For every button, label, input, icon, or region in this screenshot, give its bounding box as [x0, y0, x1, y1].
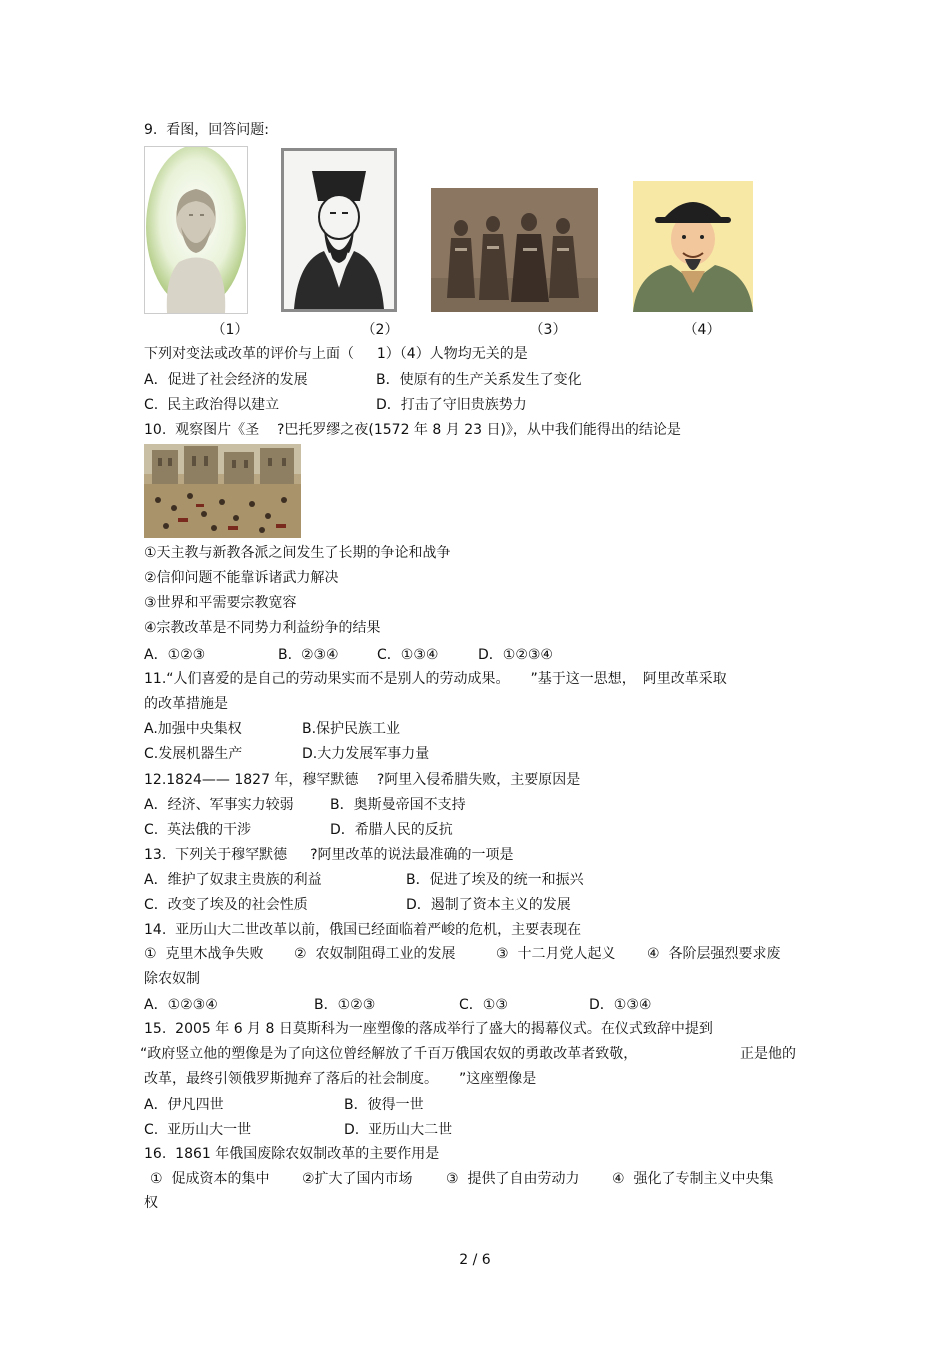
q13-option-c: C．改变了埃及的社会性质: [144, 897, 308, 913]
q11-option-a: A.加强中央集权: [144, 721, 242, 737]
q10-option-c: C．①③④: [377, 647, 439, 663]
caption-3: （3）: [529, 322, 567, 338]
q15-line-1: 15. 2005 年 6 月 8 日莫斯科为一座塑像的落成举行了盛大的揭幕仪式。在仪式致辞中提到: [144, 1021, 713, 1037]
q15-option-b: B．彼得一世: [344, 1097, 424, 1113]
q12-option-b: B．奥斯曼帝国不支持: [330, 797, 466, 813]
q15-option-a: A．伊凡四世: [144, 1097, 224, 1113]
q11-line-2: 的改革措施是: [144, 696, 228, 712]
massacre-painting: [144, 444, 301, 538]
q13-option-a: A．维护了奴隶主贵族的利益: [144, 872, 322, 888]
q14-option-a: A．①②③④: [144, 997, 218, 1013]
portrait-2-ink: [281, 148, 397, 312]
q10-item-1: ①天主教与新教各派之间发生了长期的争论和战争: [144, 545, 451, 561]
q9-title: 9. 看图，回答问题:: [144, 122, 269, 138]
q13-title: 13. 下列关于穆罕默德 ?阿里改革的说法最准确的一项是: [144, 847, 514, 863]
q14-item-4: ④ 各阶层强烈要求废: [647, 946, 781, 962]
q16-item-wrap: 权: [144, 1195, 158, 1211]
q11-option-d: D.大力发展军事力量: [302, 746, 430, 762]
q12-option-d: D．希腊人民的反抗: [330, 822, 453, 838]
q14-item-2: ② 农奴制阻碍工业的发展: [294, 946, 456, 962]
q12-title: 12.1824—— 1827 年，穆罕默德 ?阿里入侵希腊失败，主要原因是: [144, 772, 581, 788]
q15-option-c: C. 亚历山大一世: [144, 1122, 252, 1138]
portrait-4-official: [633, 181, 753, 312]
q14-item-wrap: 除农奴制: [144, 971, 200, 987]
q16-item-4: ④ 强化了专制主义中央集: [612, 1171, 774, 1187]
q14-option-c: C．①③: [459, 997, 508, 1013]
caption-2: （2）: [361, 322, 399, 338]
q10-option-a: A．①②③: [144, 647, 206, 663]
q14-item-1: ① 克里木战争失败: [144, 946, 264, 962]
q13-option-d: D．遏制了资本主义的发展: [406, 897, 571, 913]
mural-painting: [431, 188, 598, 312]
q15-line-2b: 正是他的: [740, 1046, 796, 1062]
caption-1: （1）: [211, 322, 249, 338]
q14-title: 14. 亚历山大二世改革以前，俄国已经面临着严峻的危机，主要表现在: [144, 922, 582, 938]
q16-item-2: ②扩大了国内市场: [302, 1171, 413, 1187]
caption-4: （4）: [683, 322, 721, 338]
q11-option-c: C.发展机器生产: [144, 746, 243, 762]
q10-item-2: ②信仰问题不能靠诉诸武力解决: [144, 570, 339, 586]
portrait-1-bust: [144, 146, 248, 314]
q10-item-3: ③世界和平需要宗教宽容: [144, 595, 297, 611]
q14-option-d: D．①③④: [589, 997, 652, 1013]
q10-item-4: ④宗教改革是不同势力利益纷争的结果: [144, 620, 381, 636]
q10-title: 10. 观察图片《圣 ?巴托罗缪之夜(1572 年 8 月 23 日)》，从中我们能得出的结论是: [144, 422, 681, 438]
q11-option-b: B.保护民族工业: [302, 721, 401, 737]
q12-option-c: C. 英法俄的干涉: [144, 822, 252, 838]
q14-option-b: B．①②③: [314, 997, 376, 1013]
q13-option-b: B．促进了埃及的统一和振兴: [406, 872, 584, 888]
q9-option-b: B．使原有的生产关系发生了变化: [376, 372, 582, 388]
q16-item-3: ③ 提供了自由劳动力: [446, 1171, 580, 1187]
q15-line-2a: “政府竖立他的塑像是为了向这位曾经解放了千百万俄国农奴的勇敢改革者致敬，: [140, 1046, 638, 1062]
q10-option-b: B. ②③④: [278, 647, 339, 663]
q10-option-d: D．①②③④: [478, 647, 553, 663]
page-number: 2 / 6: [459, 1252, 491, 1268]
q9-option-c: C. 民主政治得以建立: [144, 397, 280, 413]
q11-line-1: 11.“人们喜爱的是自己的劳动果实而不是别人的劳动成果。 ”基于这一思想， 阿里改革采取: [144, 671, 727, 687]
q9-stem: 下列对变法或改革的评价与上面（ 1）（4）人物均无关的是: [144, 346, 528, 362]
q12-option-a: A．经济、军事实力较弱: [144, 797, 294, 813]
q16-item-1: ① 促成资本的集中: [150, 1171, 270, 1187]
q15-option-d: D. 亚历山大二世: [344, 1122, 453, 1138]
q14-item-3: ③ 十二月党人起义: [496, 946, 616, 962]
q9-option-a: A．促进了社会经济的发展: [144, 372, 308, 388]
q9-option-d: D．打击了守旧贵族势力: [376, 397, 527, 413]
q15-line-3: 改革，最终引领俄罗斯抛弃了落后的社会制度。 ”这座塑像是: [144, 1071, 537, 1087]
q16-title: 16. 1861 年俄国废除农奴制改革的主要作用是: [144, 1146, 440, 1162]
